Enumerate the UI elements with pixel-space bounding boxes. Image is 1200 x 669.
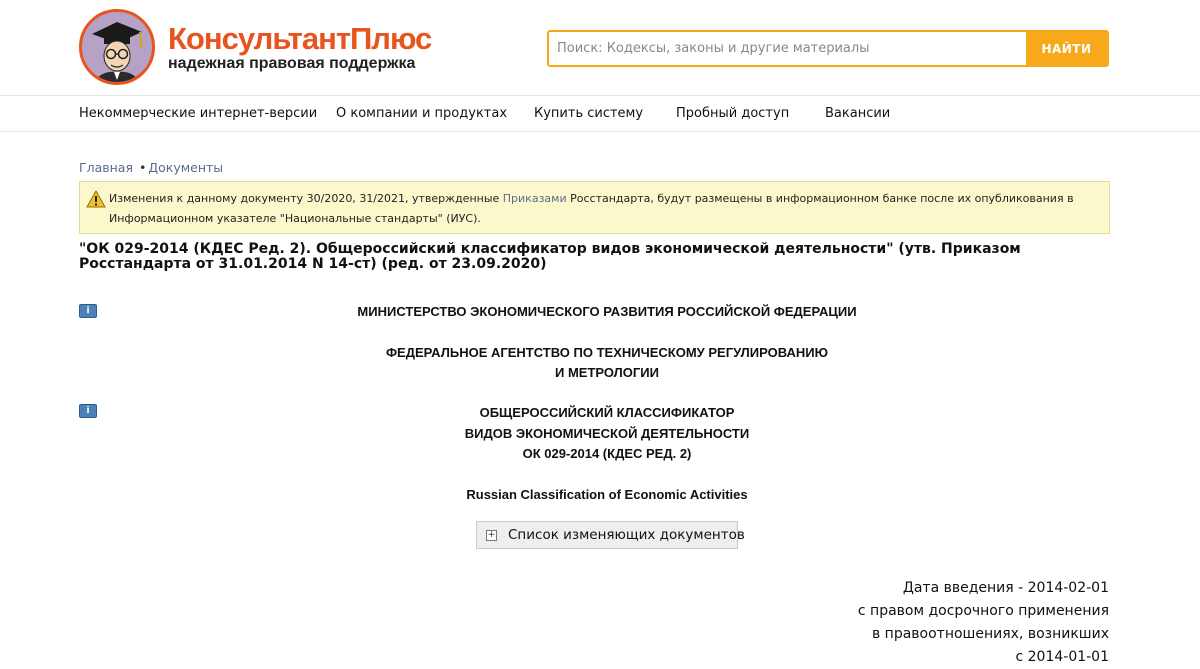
breadcrumb-home-link[interactable]: Главная xyxy=(79,160,133,175)
brand-name[interactable]: КонсультантПлюс xyxy=(168,21,432,56)
notice-text-end: Росстандарта, будут размещены в информационном банке после их опубликования в Информационном указателе "Национальные стандарты" (ИУС). xyxy=(109,192,1074,225)
changing-documents-button[interactable] xyxy=(476,521,745,549)
brand-tagline: надежная правовая поддержка xyxy=(168,55,416,72)
nav-item-about[interactable]: О компании и продуктах xyxy=(336,106,508,121)
intro-line-4: с 2014-01-01 xyxy=(1015,649,1109,665)
info-icon[interactable]: i xyxy=(79,304,97,318)
logo-mascot-icon[interactable] xyxy=(79,9,155,85)
nav-item-noncommercial[interactable]: Некоммерческие интернет-версии xyxy=(79,106,318,121)
classifier-heading-line1: ОБЩЕРОССИЙСКИЙ КЛАССИФИКАТОР xyxy=(479,405,735,420)
orders-link[interactable]: Приказами xyxy=(502,192,567,205)
nav-item-buy[interactable]: Купить систему xyxy=(534,106,644,121)
document-title: "ОК 029-2014 (КДЕС Ред. 2). Общероссийский классификатор видов экономической деятельности" (утв. Приказом Росстандарта от 31.01.2014 N 14-ст) (ред. от 23.09.2020) xyxy=(79,241,1021,272)
breadcrumb-separator: • xyxy=(139,160,147,175)
agency-heading-line1: ФЕДЕРАЛЬНОЕ АГЕНТСТВО ПО ТЕХНИЧЕСКОМУ РЕГУЛИРОВАНИЮ xyxy=(385,345,829,360)
nav-item-vacancies[interactable]: Вакансии xyxy=(825,106,891,121)
main-nav xyxy=(0,95,1200,132)
classifier-heading-line2: ВИДОВ ЭКОНОМИЧЕСКОЙ ДЕЯТЕЛЬНОСТИ xyxy=(464,426,750,441)
nav-item-trial[interactable]: Пробный доступ xyxy=(676,106,790,121)
intro-line-3: в правоотношениях, возникших xyxy=(871,626,1109,642)
intro-date-line: Дата введения - 2014-02-01 xyxy=(902,580,1109,596)
warning-icon xyxy=(86,190,106,208)
breadcrumb xyxy=(79,160,223,175)
intro-line-2: с правом досрочного применения xyxy=(857,603,1109,619)
plus-icon: + xyxy=(487,530,496,540)
changing-documents-label: Список изменяющих документов xyxy=(508,527,745,543)
breadcrumb-documents-link[interactable]: Документы xyxy=(148,160,224,175)
search-input[interactable] xyxy=(549,32,1026,65)
agency-heading-line2: И МЕТРОЛОГИИ xyxy=(555,365,659,380)
classifier-heading-line3: ОК 029-2014 (КДЕС РЕД. 2) xyxy=(522,446,692,461)
search-form xyxy=(547,30,1109,67)
search-button[interactable]: НАЙТИ xyxy=(1026,32,1107,65)
change-notice xyxy=(79,181,1110,234)
info-icon[interactable]: i xyxy=(79,404,97,418)
english-title: Russian Classification of Economic Activities xyxy=(466,487,748,502)
notice-text xyxy=(109,189,1099,229)
ministry-heading: МИНИСТЕРСТВО ЭКОНОМИЧЕСКОГО РАЗВИТИЯ РОССИЙСКОЙ ФЕДЕРАЦИИ xyxy=(357,304,857,319)
site-header xyxy=(0,0,1200,95)
notice-text-start: Изменения к данному документу 30/2020, 31/2021, утвержденные xyxy=(109,192,503,205)
